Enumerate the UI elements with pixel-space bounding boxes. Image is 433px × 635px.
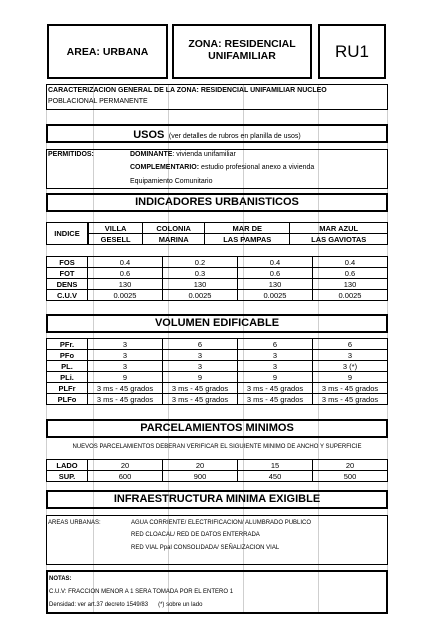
- usos-title-box: [46, 124, 388, 143]
- row-label: PLi.: [47, 372, 88, 383]
- area-title: AREA: URBANA: [66, 46, 149, 58]
- infra-line: RED CLOACAL/ RED DE DATOS ENTERRADA: [131, 532, 260, 538]
- table-cell: 3 (*): [313, 361, 388, 372]
- row-label: C.U.V: [47, 290, 88, 301]
- usos-body: [46, 149, 388, 189]
- col-header: COLONIA: [143, 223, 205, 234]
- areas-urbanas-label: AREAS URBANAS:: [48, 520, 101, 526]
- table-cell: 15: [238, 460, 313, 471]
- table-row: [47, 350, 388, 361]
- code-box: [318, 24, 386, 79]
- volumen-table: [46, 338, 388, 405]
- table-cell: 0.6: [238, 268, 313, 279]
- table-cell: 0.2: [163, 257, 238, 268]
- indicadores-title: INDICADORES URBANISTICOS: [46, 193, 388, 212]
- table-row: [47, 394, 388, 405]
- indicadores-header-table: [46, 222, 388, 245]
- volumen-title: VOLUMEN EDIFICABLE: [46, 314, 388, 333]
- table-cell: 3 ms - 45 grados: [313, 383, 388, 394]
- usos-subtitle: (ver detalles de rubros en planilla de usos): [168, 133, 301, 140]
- table-cell: 130: [238, 279, 313, 290]
- area-box: [47, 24, 168, 79]
- permitidos-label: PERMITIDOS:: [48, 151, 94, 158]
- table-cell: 0.0025: [88, 290, 163, 301]
- col-header: LAS PAMPAS: [205, 234, 290, 245]
- parcelamientos-title: PARCELAMIENTOS MINIMOS: [46, 419, 388, 438]
- notas-line: Densidad: ver art.37 decreto 1549/83 (*) sobre un lado: [49, 602, 203, 608]
- table-cell: 3 ms - 45 grados: [163, 383, 238, 394]
- table-row: [47, 290, 388, 301]
- table-cell: 3: [88, 361, 163, 372]
- row-label: FOT: [47, 268, 88, 279]
- row-label: PFr.: [47, 339, 88, 350]
- table-cell: 500: [313, 471, 388, 482]
- table-cell: 9: [163, 372, 238, 383]
- table-cell: 900: [163, 471, 238, 482]
- table-cell: 3: [238, 350, 313, 361]
- complementario-label: COMPLEMENTARIO:: [130, 164, 200, 171]
- col-header: MARINA: [143, 234, 205, 245]
- indicadores-table: [46, 256, 388, 301]
- table-cell: 3: [238, 361, 313, 372]
- table-cell: 9: [88, 372, 163, 383]
- table-cell: 0.0025: [238, 290, 313, 301]
- row-label: PFo: [47, 350, 88, 361]
- zone-code: RU1: [334, 42, 369, 61]
- table-cell: 0.4: [238, 257, 313, 268]
- table-cell: 0.3: [163, 268, 238, 279]
- parcelamientos-table: [46, 459, 388, 482]
- equipamiento-line: Equipamiento Comunitario: [130, 178, 213, 185]
- row-label: SUP.: [47, 471, 88, 482]
- table-cell: 600: [88, 471, 163, 482]
- zona-title-line2: UNIFAMILIAR: [208, 50, 276, 62]
- notas-label: NOTAS:: [49, 576, 72, 582]
- infraestructura-body: [46, 515, 388, 565]
- table-cell: 0.0025: [163, 290, 238, 301]
- table-cell: 3: [163, 350, 238, 361]
- table-row: [47, 361, 388, 372]
- table-row: [47, 460, 388, 471]
- caracterizacion-line2: POBLACIONAL PERMANENTE: [48, 98, 148, 105]
- row-label: DENS: [47, 279, 88, 290]
- complementario-line: [130, 164, 314, 171]
- dominante-line: [130, 151, 236, 158]
- row-label: PLFr: [47, 383, 88, 394]
- table-cell: 3 ms - 45 grados: [88, 394, 163, 405]
- table-cell: 450: [238, 471, 313, 482]
- col-header: MAR DE: [205, 223, 290, 234]
- table-cell: 20: [313, 460, 388, 471]
- table-cell: 130: [313, 279, 388, 290]
- table-cell: 3 ms - 45 grados: [238, 394, 313, 405]
- complementario-value: estudio profesional anexo a vivienda: [201, 164, 315, 171]
- infra-line: RED VIAL Ppal CONSOLIDADA/ SEÑALIZACION VIAL: [131, 545, 280, 551]
- table-cell: 3: [313, 350, 388, 361]
- table-cell: 130: [88, 279, 163, 290]
- row-label: PL.: [47, 361, 88, 372]
- zona-box: [172, 24, 312, 79]
- table-row: [47, 279, 388, 290]
- notas-box: [46, 570, 388, 614]
- table-cell: 3: [163, 361, 238, 372]
- table-cell: 0.0025: [313, 290, 388, 301]
- table-cell: 3 ms - 45 grados: [313, 394, 388, 405]
- table-cell: 3 ms - 45 grados: [238, 383, 313, 394]
- table-cell: 0.6: [88, 268, 163, 279]
- notas-line: C.U.V: FRACCION MENOR A 1 SERA TOMADA POR EL ENTERO 1: [49, 589, 234, 595]
- table-row: [47, 372, 388, 383]
- table-cell: 20: [88, 460, 163, 471]
- table-row: [47, 257, 388, 268]
- table-cell: 0.6: [313, 268, 388, 279]
- indice-label: INDICE: [47, 223, 89, 245]
- table-cell: 6: [313, 339, 388, 350]
- caracterizacion-box: [46, 84, 388, 110]
- table-cell: 6: [163, 339, 238, 350]
- table-cell: 0.4: [313, 257, 388, 268]
- table-cell: 9: [238, 372, 313, 383]
- table-row: [47, 471, 388, 482]
- col-header: LAS GAVIOTAS: [290, 234, 388, 245]
- dominante-label: DOMINANTE: [130, 151, 173, 158]
- usos-title: USOS: [133, 129, 165, 141]
- table-cell: 130: [163, 279, 238, 290]
- zona-title-line1: ZONA: RESIDENCIAL: [188, 38, 296, 50]
- row-label: LADO: [47, 460, 88, 471]
- table-cell: 0.4: [88, 257, 163, 268]
- table-row: [47, 339, 388, 350]
- row-label: FOS: [47, 257, 88, 268]
- row-label: PLFo: [47, 394, 88, 405]
- dominante-value: : vivienda unifamiliar: [172, 151, 236, 158]
- infraestructura-title: INFRAESTRUCTURA MINIMA EXIGIBLE: [46, 490, 388, 509]
- table-cell: 3: [88, 339, 163, 350]
- col-header: VILLA: [88, 223, 143, 234]
- table-cell: 3 ms - 45 grados: [163, 394, 238, 405]
- table-row: [47, 268, 388, 279]
- table-row: [47, 383, 388, 394]
- table-cell: 9: [313, 372, 388, 383]
- caracterizacion-line1: CARACTERIZACION GENERAL DE LA ZONA: RESIDENCIAL UNIFAMILIAR NUCLEO: [48, 87, 327, 94]
- col-header: MAR AZUL: [290, 223, 388, 234]
- table-cell: 3 ms - 45 grados: [88, 383, 163, 394]
- parcelamientos-note: NUEVOS PARCELAMIENTOS DEBERAN VERIFICAR EL SIGUIENTE MINIMO DE ANCHO Y SUPERFICIE: [72, 444, 362, 450]
- col-header: GESELL: [88, 234, 143, 245]
- table-cell: 6: [238, 339, 313, 350]
- infra-line: AGUA CORRIENTE/ ELECTRIFICACION/ ALUMBRADO PUBLICO: [131, 520, 312, 526]
- table-cell: 20: [163, 460, 238, 471]
- table-cell: 3: [88, 350, 163, 361]
